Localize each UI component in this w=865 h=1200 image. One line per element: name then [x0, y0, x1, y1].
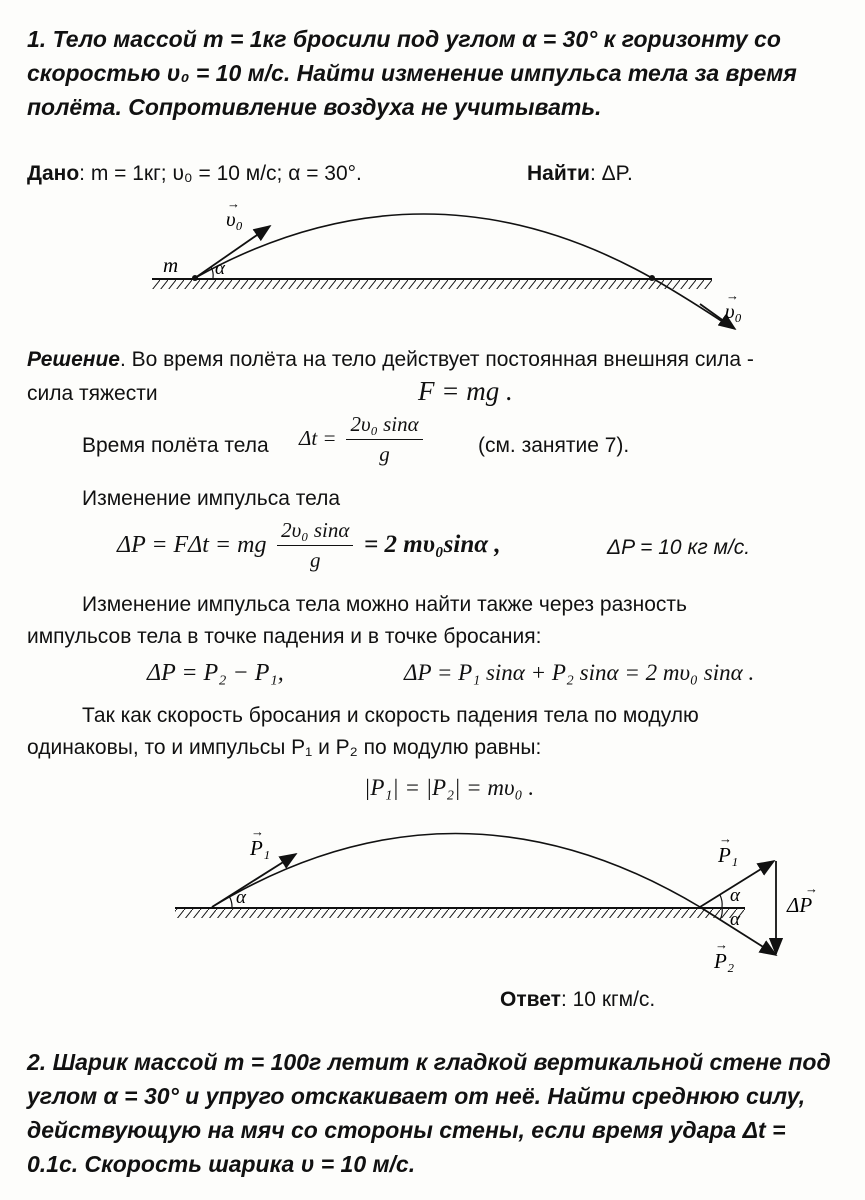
answer-value: : 10 кгм/с. — [560, 988, 656, 1011]
solution-intro-text: . Во время полёта на тело действует постоянная внешняя сила - — [119, 348, 754, 371]
answer-label: Ответ — [500, 988, 561, 1011]
time-ref: (см. занятие 7). — [478, 434, 630, 457]
time-den: g — [379, 442, 390, 466]
p1-right-label: P₁ — [718, 843, 739, 867]
alt-line1: Изменение импульса тела можно найти также через разность — [82, 593, 687, 616]
delta-p-vec: → — [805, 881, 818, 896]
delta-value: ΔP = 10 кг м/с. — [607, 536, 751, 559]
problem1-statement: 1. Тело массой m = 1кг бросили под углом α = 30° к горизонту со скоростью υ₀ = 10 м/с. Найти изменение импульса тела за время полёта. Сопротивление воздуха не учитывать. — [27, 26, 797, 120]
v0-end-label: υ₀ — [725, 299, 742, 323]
vector-formula: ΔP = P₂ − P₁, — [147, 660, 284, 686]
p2-label: P₂ — [714, 949, 735, 973]
time-num: 2υ₀ sinα — [346, 412, 422, 440]
solution-line2: сила тяжести — [27, 382, 158, 405]
ground-hatch-2 — [175, 909, 745, 918]
mass-label: m — [163, 253, 179, 277]
alt-line2: импульсов тела в точке падения и в точке бросания: — [27, 625, 542, 648]
time-lhs: Δt = — [299, 426, 337, 451]
p2-vec: → — [715, 937, 728, 952]
equal-line2: одинаковы, то и импульсы P₁ и P₂ по модулю равны: — [27, 736, 542, 759]
v0-start-label: υ₀ — [226, 207, 243, 231]
angle-arc-top — [720, 895, 722, 907]
p1-right-vec: → — [719, 831, 732, 846]
delta-lhs: ΔP = FΔt = mg — [117, 531, 267, 558]
p1-left-label: P₁ — [250, 836, 271, 860]
angle-arc-2 — [229, 896, 232, 907]
scalar-formula: ΔP = P₁ sinα + P₂ sinα = 2 mυ₀ sinα . — [404, 660, 755, 685]
find-label: Найти — [527, 162, 590, 185]
v0-start-vec: → — [227, 196, 240, 211]
angle-label-1: α — [215, 258, 225, 279]
given-label: Дано — [27, 162, 80, 185]
delta-p-label: ΔP — [787, 893, 813, 917]
equal-line1: Так как скорость бросания и скорость падения тела по модулю — [82, 704, 699, 727]
delta-num: 2υ₀ sinα — [277, 518, 353, 546]
trajectory-arc-2 — [212, 834, 700, 908]
angle-label-2: α — [236, 887, 246, 908]
delta-den: g — [309, 548, 321, 572]
answer-line — [500, 988, 655, 1012]
p1-start-arrow — [212, 854, 296, 907]
given-values: : m = 1кг; υ₀ = 10 м/с; α = 30°. — [79, 162, 362, 185]
solution-label: Решение — [27, 348, 120, 371]
p1-left-vec: → — [251, 824, 264, 839]
v0-end-vec: → — [726, 288, 739, 303]
time-label: Время полёта тела — [82, 434, 269, 457]
alpha-top-label: α — [730, 885, 740, 906]
delta-label: Изменение импульса тела — [82, 487, 341, 510]
alpha-bottom-label: α — [730, 909, 740, 930]
gravity-formula: F = mg . — [418, 376, 513, 406]
find-value: : ΔP. — [589, 162, 633, 185]
delta-rhs: = 2 mυ₀sinα , — [364, 530, 501, 558]
modulus-formula: |P₁| = |P₂| = mυ₀ . — [364, 775, 535, 800]
problem2-statement: 2. Шарик массой m = 100г летит к гладкой вертикальной стене под углом α = 30° и упруго отскакивает от неё. Найти среднюю силу, действующую на мяч со стороны стены, если время удара Δt = 0.1с. Скорость шарика υ = 10 м/с. — [27, 1049, 831, 1177]
